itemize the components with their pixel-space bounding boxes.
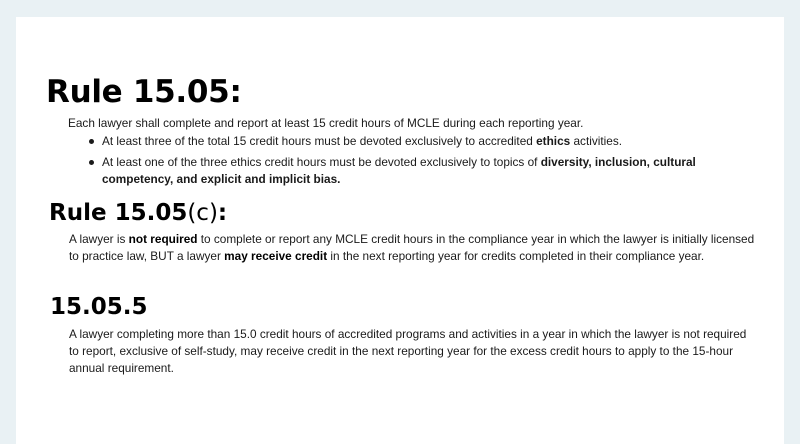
rule-15-05-intro: Each lawyer shall complete and report at least 15 credit hours of MCLE during each reporting year. bbox=[68, 116, 584, 130]
rule-15-05c-text: A lawyer is not required to complete or report any MCLE credit hours in the compliance year in which the lawyer is initially licensed to practice law, BUT a lawyer may receive credit in the next reporting year for credits completed in their compliance year. bbox=[69, 232, 755, 263]
bullet-diversity: At least one of the three ethics credit hours must be devoted exclusively to topics of diversity, inclusion, cultural competency, and explicit and implicit bias. bbox=[102, 154, 742, 188]
rule-15-05c-heading: Rule 15.05(c): bbox=[49, 200, 228, 226]
rule-15-05-5-heading: 15.05.5 bbox=[50, 294, 148, 320]
document-page bbox=[16, 17, 784, 444]
rule-15-05-heading: Rule 15.05: bbox=[46, 74, 242, 110]
rule-15-05-bullets bbox=[102, 133, 742, 192]
bullet-ethics: At least three of the total 15 credit hours must be devoted exclusively to accredited ethics activities. bbox=[102, 133, 742, 150]
rule-15-05-5-text: A lawyer completing more than 15.0 credit hours of accredited programs and activities in a year in which the lawyer is not required to report, exclusive of self-study, may receive credit in the next reporting year for the excess credit hours to apply to the 15-hour annual requirement. bbox=[69, 327, 747, 375]
